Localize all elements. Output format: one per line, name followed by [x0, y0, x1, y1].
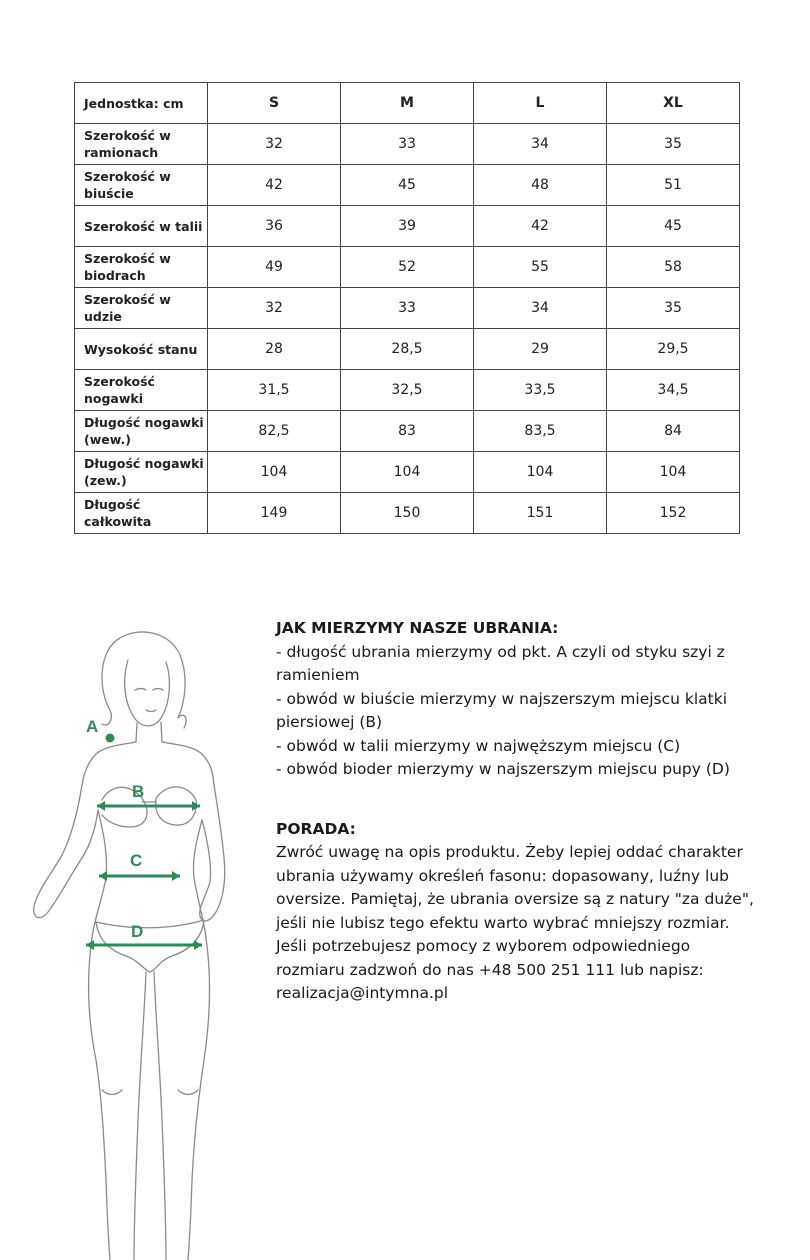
measurement-label-line: Szerokość w udzie: [84, 292, 171, 324]
size-table-row: [75, 288, 740, 329]
waist-label: C: [130, 851, 143, 870]
size-header-s: S: [208, 83, 341, 124]
measure-line: piersiowej (B): [276, 713, 383, 731]
hip-label: D: [131, 922, 144, 941]
measurement-value: 45: [607, 206, 740, 247]
waist-arrow-left: [99, 871, 107, 881]
point-a-marker: [106, 734, 115, 743]
measurement-label: [75, 206, 208, 247]
measurement-value: 104: [474, 452, 607, 493]
measure-line: - długość ubrania mierzymy od pkt. A czyli od styku szyi z: [276, 642, 725, 661]
measurement-value: 42: [208, 165, 341, 206]
measurement-value: 29,5: [607, 329, 740, 370]
measure-lines: [276, 641, 776, 782]
measurement-value: 32: [208, 124, 341, 165]
measurement-value: 82,5: [208, 411, 341, 452]
measurement-label-line: Szerokość w: [84, 169, 171, 184]
measurement-value: 83: [341, 411, 474, 452]
measurement-value: 36: [208, 206, 341, 247]
measurement-value: 32: [208, 288, 341, 329]
size-table-row: [75, 411, 740, 452]
measurement-value: 84: [607, 411, 740, 452]
body-measurement-figure: [10, 620, 260, 1260]
measurement-value: 39: [341, 206, 474, 247]
size-table-row: [75, 329, 740, 370]
measurement-value: 28: [208, 329, 341, 370]
measurement-info: [276, 617, 776, 1006]
measurement-value: 34,5: [607, 370, 740, 411]
measurement-label-line: biuście: [84, 186, 134, 201]
size-table-row: [75, 124, 740, 165]
measurement-value: 58: [607, 247, 740, 288]
measurement-value: 45: [341, 165, 474, 206]
measurement-label: [75, 329, 208, 370]
size-table-row: [75, 165, 740, 206]
measurement-label: [75, 452, 208, 493]
measurement-value: 55: [474, 247, 607, 288]
measure-line: ramieniem: [276, 666, 360, 684]
measurement-value: 104: [341, 452, 474, 493]
measurement-value: 31,5: [208, 370, 341, 411]
measurement-value: 48: [474, 165, 607, 206]
measurement-label-line: Wysokość stanu: [84, 341, 198, 357]
measurement-value: 51: [607, 165, 740, 206]
waist-arrow-right: [172, 871, 180, 881]
measure-line: - obwód w talii mierzymy w najwęższym miejscu (C): [276, 736, 681, 755]
measurement-value: 150: [341, 493, 474, 534]
measurement-value: 33: [341, 288, 474, 329]
measurement-label-line: (zew.): [84, 473, 127, 488]
measurement-value: 28,5: [341, 329, 474, 370]
measurement-label: [75, 288, 208, 329]
measurement-label: [75, 165, 208, 206]
measurement-label-line: Szerokość nogawki: [84, 374, 155, 406]
measurement-value: 42: [474, 206, 607, 247]
advice-line: jeśli nie lubisz tego efektu warto wybrać mniejszy rozmiar.: [276, 913, 730, 932]
size-table-header-row: [75, 83, 740, 124]
measurement-label-line: Długość nogawki: [84, 415, 204, 430]
measurement-value: 83,5: [474, 411, 607, 452]
measurement-label: [75, 493, 208, 534]
measurement-label-line: ramionach: [84, 145, 159, 160]
measurement-value: 33,5: [474, 370, 607, 411]
size-table-row: [75, 493, 740, 534]
measurement-label-line: Szerokość w talii: [84, 218, 203, 234]
measurement-value: 149: [208, 493, 341, 534]
size-table-row: [75, 206, 740, 247]
advice-heading: PORADA:: [276, 819, 356, 838]
measurement-value: 35: [607, 288, 740, 329]
bust-label: B: [132, 782, 145, 801]
hip-arrow-right: [194, 940, 202, 950]
measurement-value: 52: [341, 247, 474, 288]
measurement-label-line: Szerokość w: [84, 128, 171, 143]
hip-arrow-left: [86, 940, 94, 950]
measurement-label-line: Długość nogawki: [84, 456, 204, 471]
measurement-label: [75, 124, 208, 165]
measurement-label-line: Długość całkowita: [84, 497, 152, 529]
measurement-label-line: (wew.): [84, 432, 131, 447]
advice-line: ubrania używamy określeń fasonu: dopasowany, luźny lub: [276, 866, 730, 885]
advice-line: oversize. Pamiętaj, że ubrania oversize są z natury "za duże",: [276, 890, 754, 908]
advice-lines: [276, 841, 776, 1006]
size-table-row: [75, 370, 740, 411]
measure-heading: JAK MIERZYMY NASZE UBRANIA:: [276, 619, 559, 637]
measurement-value: 33: [341, 124, 474, 165]
measurement-value: 34: [474, 288, 607, 329]
measurement-label: [75, 370, 208, 411]
measurement-value: 29: [474, 329, 607, 370]
measurement-label: [75, 411, 208, 452]
advice-line: Zwróć uwagę na opis produktu. Żeby lepiej oddać charakter: [276, 843, 743, 861]
measurement-value: 32,5: [341, 370, 474, 411]
size-header-l: L: [474, 83, 607, 124]
measurement-value: 49: [208, 247, 341, 288]
measurement-label-line: biodrach: [84, 268, 146, 283]
measurement-value: 104: [208, 452, 341, 493]
measure-line: - obwód w biuście mierzymy w najszerszym miejscu klatki: [276, 689, 728, 708]
size-header-m: M: [341, 83, 474, 124]
measurement-value: 104: [607, 452, 740, 493]
advice-line: rozmiaru zadzwoń do nas +48 500 251 111 lub napisz:: [276, 960, 704, 979]
advice-contact-email[interactable]: realizacja@intymna.pl: [276, 984, 449, 1002]
measurement-value: 34: [474, 124, 607, 165]
size-header-xl: XL: [607, 83, 740, 124]
advice-line: Jeśli potrzebujesz pomocy z wyborem odpowiedniego: [276, 937, 691, 955]
measurement-value: 152: [607, 493, 740, 534]
size-table-row: [75, 452, 740, 493]
measure-line: - obwód bioder mierzymy w najszerszym miejscu pupy (D): [276, 760, 730, 778]
unit-header: Jednostka: cm: [75, 83, 208, 124]
size-table: [74, 82, 740, 534]
measurement-value: 151: [474, 493, 607, 534]
measurement-label-line: Szerokość w: [84, 251, 171, 266]
size-table-row: [75, 247, 740, 288]
measurement-label: [75, 247, 208, 288]
point-a-label: A: [86, 717, 99, 736]
measurement-value: 35: [607, 124, 740, 165]
